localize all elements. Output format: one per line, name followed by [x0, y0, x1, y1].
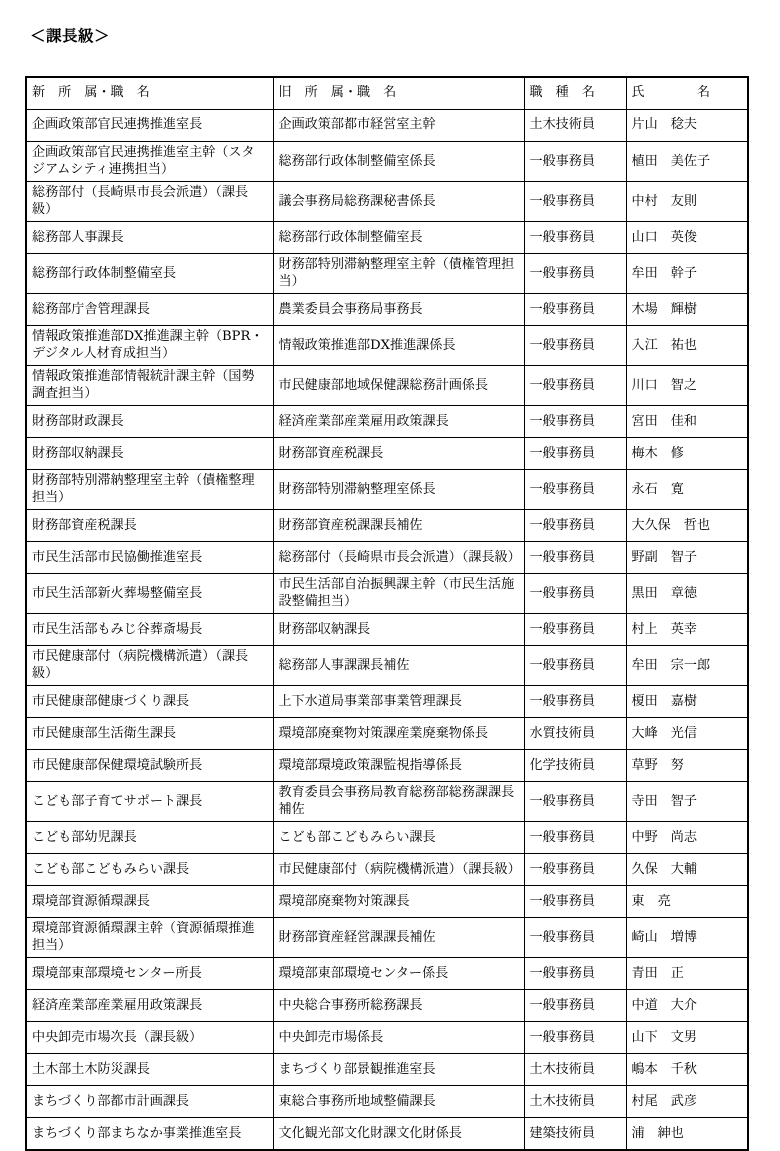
- cell-new-post: 総務部庁舎管理課長: [26, 294, 273, 326]
- cell-old-post: 財務部資産経営課課長補佐: [273, 918, 524, 958]
- cell-old-post: まちづくり部景観推進室長: [273, 1054, 524, 1086]
- table-row: [26, 1086, 748, 1118]
- cell-name: 浦 紳也: [626, 1118, 748, 1151]
- table-row: [26, 182, 748, 222]
- cell-old-post: 中央卸売市場係長: [273, 1022, 524, 1054]
- cell-name: 宮田 佳和: [626, 406, 748, 438]
- cell-job-type: 土木技術員: [524, 110, 626, 142]
- cell-old-post: 農業委員会事務局事務長: [273, 294, 524, 326]
- cell-name: 永石 寛: [626, 470, 748, 510]
- table-row: [26, 990, 748, 1022]
- cell-job-type: 一般事務員: [524, 182, 626, 222]
- cell-job-type: 一般事務員: [524, 990, 626, 1022]
- cell-old-post: 環境部環境政策課監視指導係長: [273, 750, 524, 782]
- cell-new-post: 総務部行政体制整備室長: [26, 254, 273, 294]
- cell-name: 牟田 幹子: [626, 254, 748, 294]
- cell-old-post: 環境部廃棄物対策課産業廃棄物係長: [273, 718, 524, 750]
- personnel-transfer-table: [25, 76, 749, 1151]
- column-header-new-post: 新 所 属・職 名: [26, 77, 273, 110]
- cell-old-post: 市民生活部自治振興課主幹（市民生活施設整備担当）: [273, 574, 524, 614]
- cell-new-post: 市民健康部生活衛生課長: [26, 718, 273, 750]
- column-header-name: 氏 名: [626, 77, 748, 110]
- cell-new-post: 中央卸売市場次長（課長級）: [26, 1022, 273, 1054]
- table-row: [26, 294, 748, 326]
- cell-new-post: 環境部資源循環課長: [26, 886, 273, 918]
- cell-name: 久保 大輔: [626, 854, 748, 886]
- table-row: [26, 542, 748, 574]
- cell-new-post: 市民健康部付（病院機構派遣）（課長級）: [26, 646, 273, 686]
- cell-job-type: 一般事務員: [524, 438, 626, 470]
- cell-old-post: 財務部資産税課課長補佐: [273, 510, 524, 542]
- cell-new-post: まちづくり部まちなか事業推進室長: [26, 1118, 273, 1151]
- table-row: [26, 822, 748, 854]
- table-row: [26, 1022, 748, 1054]
- cell-name: 村尾 武彦: [626, 1086, 748, 1118]
- table-row: [26, 958, 748, 990]
- cell-new-post: 財務部資産税課長: [26, 510, 273, 542]
- cell-new-post: 企画政策部官民連携推進室長: [26, 110, 273, 142]
- cell-job-type: 一般事務員: [524, 886, 626, 918]
- table-row: [26, 1054, 748, 1086]
- cell-job-type: 一般事務員: [524, 542, 626, 574]
- cell-job-type: 一般事務員: [524, 574, 626, 614]
- cell-new-post: こども部幼児課長: [26, 822, 273, 854]
- column-header-job-type: 職 種 名: [524, 77, 626, 110]
- cell-old-post: 総務部行政体制整備室長: [273, 222, 524, 254]
- cell-job-type: 一般事務員: [524, 822, 626, 854]
- cell-job-type: 一般事務員: [524, 918, 626, 958]
- table-row: [26, 718, 748, 750]
- table-row: [26, 326, 748, 366]
- cell-new-post: 企画政策部官民連携推進室主幹（スタジアムシティ連携担当）: [26, 142, 273, 182]
- cell-name: 入江 祐也: [626, 326, 748, 366]
- cell-old-post: 上下水道局事業部事業管理課長: [273, 686, 524, 718]
- cell-old-post: 環境部東部環境センター係長: [273, 958, 524, 990]
- cell-job-type: 一般事務員: [524, 294, 626, 326]
- cell-name: 木場 輝樹: [626, 294, 748, 326]
- cell-name: 中野 尚志: [626, 822, 748, 854]
- table-row: [26, 142, 748, 182]
- cell-old-post: 教育委員会事務局教育総務部総務課課長補佐: [273, 782, 524, 822]
- table-row: [26, 254, 748, 294]
- cell-old-post: 財務部特別滞納整理室係長: [273, 470, 524, 510]
- cell-name: 中村 友則: [626, 182, 748, 222]
- cell-new-post: 環境部東部環境センター所長: [26, 958, 273, 990]
- cell-name: 大久保 哲也: [626, 510, 748, 542]
- cell-new-post: 情報政策推進部情報統計課主幹（国勢調査担当）: [26, 366, 273, 406]
- table-row: [26, 470, 748, 510]
- cell-new-post: 市民生活部市民協働推進室長: [26, 542, 273, 574]
- cell-new-post: 市民健康部健康づくり課長: [26, 686, 273, 718]
- cell-old-post: 財務部資産税課長: [273, 438, 524, 470]
- cell-job-type: 建築技術員: [524, 1118, 626, 1151]
- cell-job-type: 一般事務員: [524, 510, 626, 542]
- cell-job-type: 一般事務員: [524, 958, 626, 990]
- page-title: ＜課長級＞: [30, 26, 111, 45]
- cell-new-post: 総務部人事課長: [26, 222, 273, 254]
- cell-old-post: 総務部人事課課長補佐: [273, 646, 524, 686]
- table-row: [26, 886, 748, 918]
- cell-name: 村上 英幸: [626, 614, 748, 646]
- cell-job-type: 一般事務員: [524, 686, 626, 718]
- cell-job-type: 一般事務員: [524, 142, 626, 182]
- table-row: [26, 510, 748, 542]
- cell-job-type: 一般事務員: [524, 326, 626, 366]
- cell-name: 青田 正: [626, 958, 748, 990]
- table-row: [26, 406, 748, 438]
- cell-job-type: 一般事務員: [524, 470, 626, 510]
- table-header-row: [26, 77, 748, 110]
- table-row: [26, 750, 748, 782]
- cell-old-post: 経済産業部産業雇用政策課長: [273, 406, 524, 438]
- cell-job-type: 一般事務員: [524, 854, 626, 886]
- cell-name: 片山 稔夫: [626, 110, 748, 142]
- cell-new-post: 財務部特別滞納整理室主幹（債権整理担当）: [26, 470, 273, 510]
- cell-new-post: 経済産業部産業雇用政策課長: [26, 990, 273, 1022]
- table-row: [26, 110, 748, 142]
- cell-name: 大峰 光信: [626, 718, 748, 750]
- table-row: [26, 1118, 748, 1151]
- table-body: [26, 110, 748, 1151]
- table-row: [26, 438, 748, 470]
- cell-name: 榎田 嘉樹: [626, 686, 748, 718]
- cell-old-post: 環境部廃棄物対策課長: [273, 886, 524, 918]
- cell-name: 牟田 宗一郎: [626, 646, 748, 686]
- cell-old-post: 中央総合事務所総務課長: [273, 990, 524, 1022]
- cell-old-post: 企画政策部都市経営室主幹: [273, 110, 524, 142]
- cell-job-type: 一般事務員: [524, 222, 626, 254]
- cell-old-post: 総務部付（長崎県市長会派遣）（課長級）: [273, 542, 524, 574]
- cell-name: 梅木 修: [626, 438, 748, 470]
- cell-job-type: 一般事務員: [524, 366, 626, 406]
- cell-new-post: 財務部収納課長: [26, 438, 273, 470]
- cell-job-type: 化学技術員: [524, 750, 626, 782]
- table-row: [26, 222, 748, 254]
- cell-job-type: 一般事務員: [524, 1022, 626, 1054]
- cell-new-post: 環境部資源循環課主幹（資源循環推進担当）: [26, 918, 273, 958]
- cell-new-post: 市民健康部保健環境試験所長: [26, 750, 273, 782]
- cell-old-post: こども部こどもみらい課長: [273, 822, 524, 854]
- table-row: [26, 686, 748, 718]
- cell-name: 野副 智子: [626, 542, 748, 574]
- cell-new-post: 土木部土木防災課長: [26, 1054, 273, 1086]
- cell-old-post: 情報政策推進部DX推進課係長: [273, 326, 524, 366]
- table-row: [26, 854, 748, 886]
- table-header: [26, 77, 748, 110]
- table-row: [26, 918, 748, 958]
- cell-name: 東 亮: [626, 886, 748, 918]
- cell-job-type: 土木技術員: [524, 1086, 626, 1118]
- cell-new-post: 総務部付（長崎県市長会派遣）（課長級）: [26, 182, 273, 222]
- cell-old-post: 市民健康部地域保健課総務計画係長: [273, 366, 524, 406]
- cell-old-post: 文化観光部文化財課文化財係長: [273, 1118, 524, 1151]
- cell-name: 寺田 智子: [626, 782, 748, 822]
- cell-new-post: 財務部財政課長: [26, 406, 273, 438]
- cell-name: 植田 美佐子: [626, 142, 748, 182]
- cell-new-post: 市民生活部新火葬場整備室長: [26, 574, 273, 614]
- cell-old-post: 財務部収納課長: [273, 614, 524, 646]
- cell-new-post: こども部子育てサポート課長: [26, 782, 273, 822]
- table-row: [26, 646, 748, 686]
- table-row: [26, 366, 748, 406]
- cell-new-post: こども部こどもみらい課長: [26, 854, 273, 886]
- cell-new-post: まちづくり部都市計画課長: [26, 1086, 273, 1118]
- cell-old-post: 財務部特別滞納整理室主幹（債権管理担当）: [273, 254, 524, 294]
- cell-name: 中道 大介: [626, 990, 748, 1022]
- cell-name: 黒田 章徳: [626, 574, 748, 614]
- cell-job-type: 一般事務員: [524, 782, 626, 822]
- cell-name: 山口 英俊: [626, 222, 748, 254]
- cell-job-type: 一般事務員: [524, 646, 626, 686]
- cell-job-type: 水質技術員: [524, 718, 626, 750]
- cell-job-type: 一般事務員: [524, 406, 626, 438]
- cell-job-type: 土木技術員: [524, 1054, 626, 1086]
- column-header-old-post: 旧 所 属・職 名: [273, 77, 524, 110]
- cell-old-post: 東総合事務所地域整備課長: [273, 1086, 524, 1118]
- cell-name: 川口 智之: [626, 366, 748, 406]
- cell-job-type: 一般事務員: [524, 254, 626, 294]
- table-row: [26, 782, 748, 822]
- cell-old-post: 議会事務局総務課秘書係長: [273, 182, 524, 222]
- cell-name: 山下 文男: [626, 1022, 748, 1054]
- cell-old-post: 市民健康部付（病院機構派遣）（課長級）: [273, 854, 524, 886]
- cell-job-type: 一般事務員: [524, 614, 626, 646]
- table-row: [26, 574, 748, 614]
- cell-name: 嶋本 千秋: [626, 1054, 748, 1086]
- cell-new-post: 情報政策推進部DX推進課主幹（BPR・デジタル人材育成担当）: [26, 326, 273, 366]
- table-row: [26, 614, 748, 646]
- cell-name: 草野 努: [626, 750, 748, 782]
- cell-name: 崎山 増博: [626, 918, 748, 958]
- cell-old-post: 総務部行政体制整備室係長: [273, 142, 524, 182]
- cell-new-post: 市民生活部もみじ谷葬斎場長: [26, 614, 273, 646]
